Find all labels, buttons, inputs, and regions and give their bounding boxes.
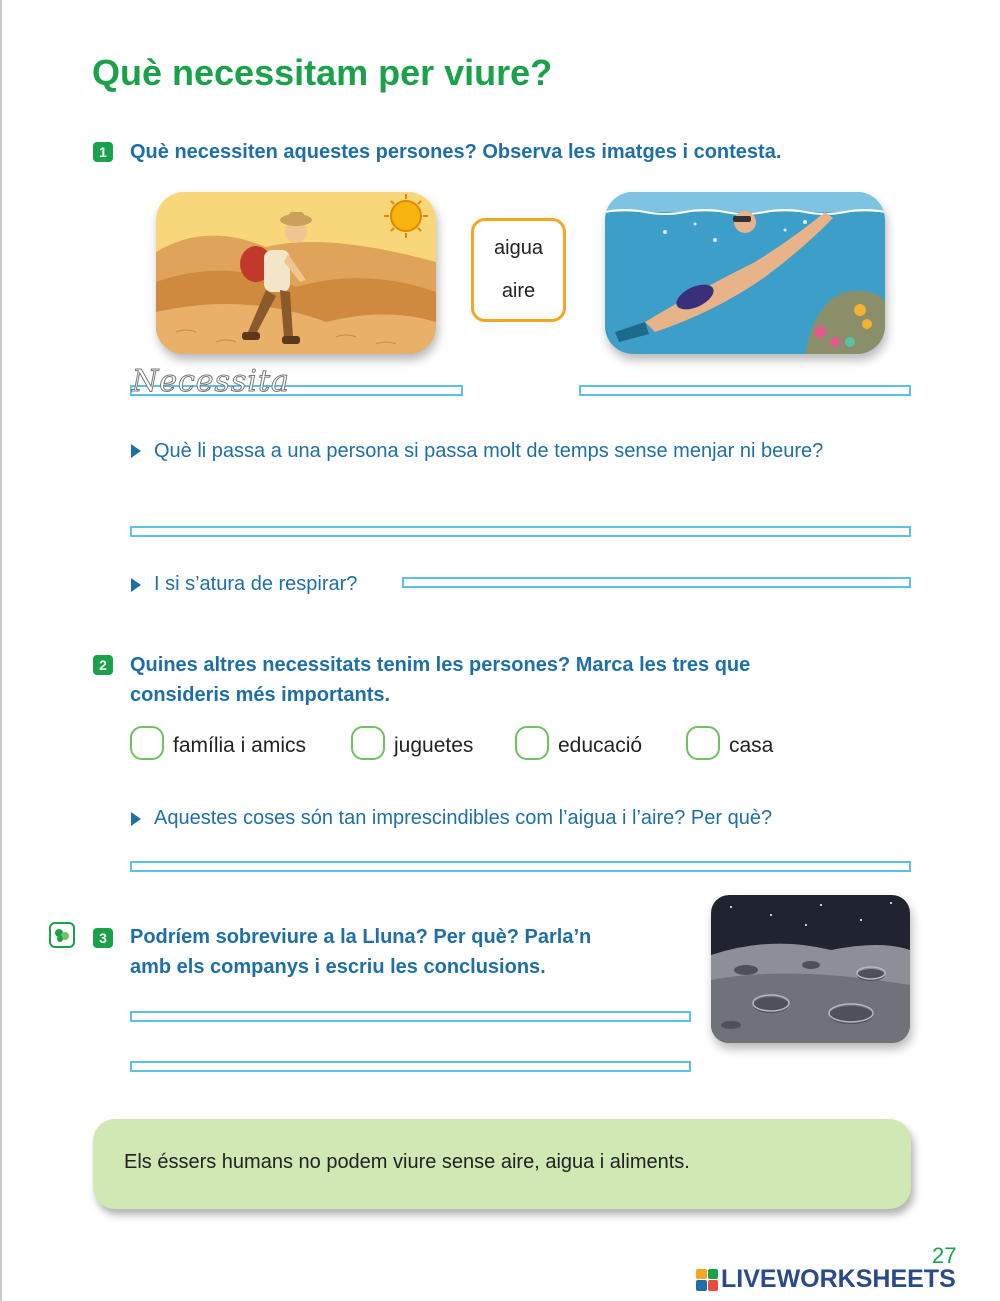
brand-name: LIVEWORKSHEETS: [721, 1265, 956, 1293]
answer-line-essential[interactable]: [130, 861, 911, 872]
option-house: casa: [729, 734, 774, 757]
question-2-number: 2: [93, 655, 113, 675]
question-3-number: 3: [93, 928, 113, 948]
word-aire: aire: [501, 280, 536, 302]
checkbox-education[interactable]: [515, 726, 549, 760]
answer-line-swimmer[interactable]: [579, 385, 911, 396]
question-2-text: Quines altres necessitats tenim les persones? Marca les tres que consideris més importants.: [130, 654, 751, 706]
bullet-arrow-icon: [131, 444, 141, 458]
trace-word: Necessita: [132, 364, 290, 399]
subquestion-food: Què li passa a una persona si passa molt de temps sense menjar ni beure?: [154, 440, 824, 462]
moon-surface-image: [711, 895, 910, 1043]
bullet-arrow-icon: [131, 812, 141, 826]
bullet-arrow-icon: [131, 578, 141, 592]
question-3-line-1: Podríem sobreviure a la Lluna? Per què? Parla’n: [130, 926, 592, 948]
page-title: Què necessitam per viure?: [92, 52, 553, 93]
checkbox-toys[interactable]: [351, 726, 385, 760]
desert-hiker-image: [156, 192, 436, 354]
answer-line-moon-1[interactable]: [130, 1011, 691, 1022]
subquestion-essential: Aquestes coses són tan imprescindibles com l’aigua i l’aire? Per què?: [154, 807, 773, 829]
word-box: [471, 218, 566, 322]
option-family: família i amics: [173, 734, 307, 757]
checkbox-house[interactable]: [686, 726, 720, 760]
question-1-text: Què necessiten aquestes persones? Observa les imatges i contesta.: [130, 141, 782, 163]
page-edge: [0, 0, 2, 1301]
summary-text: Els éssers humans no podem viure sense aire, aigua i aliments.: [124, 1151, 690, 1173]
option-education: educació: [558, 734, 643, 757]
question-1-number: 1: [93, 142, 113, 162]
question-3-line-2: amb els companys i escriu les conclusions.: [130, 956, 546, 978]
subquestion-breath: I si s’atura de respirar?: [154, 573, 358, 595]
group-work-icon: [49, 922, 75, 948]
answer-line-breath[interactable]: [402, 577, 911, 588]
word-aigua: aigua: [494, 237, 543, 259]
page-number: 27: [932, 1243, 957, 1268]
checkbox-family[interactable]: [130, 726, 164, 760]
answer-line-moon-2[interactable]: [130, 1061, 691, 1072]
answer-line-food[interactable]: [130, 526, 911, 537]
liveworksheets-icon: [696, 1269, 718, 1291]
brand-logo: [696, 1265, 956, 1294]
option-toys: juguetes: [394, 734, 474, 757]
swimmer-underwater-image: [605, 192, 885, 354]
